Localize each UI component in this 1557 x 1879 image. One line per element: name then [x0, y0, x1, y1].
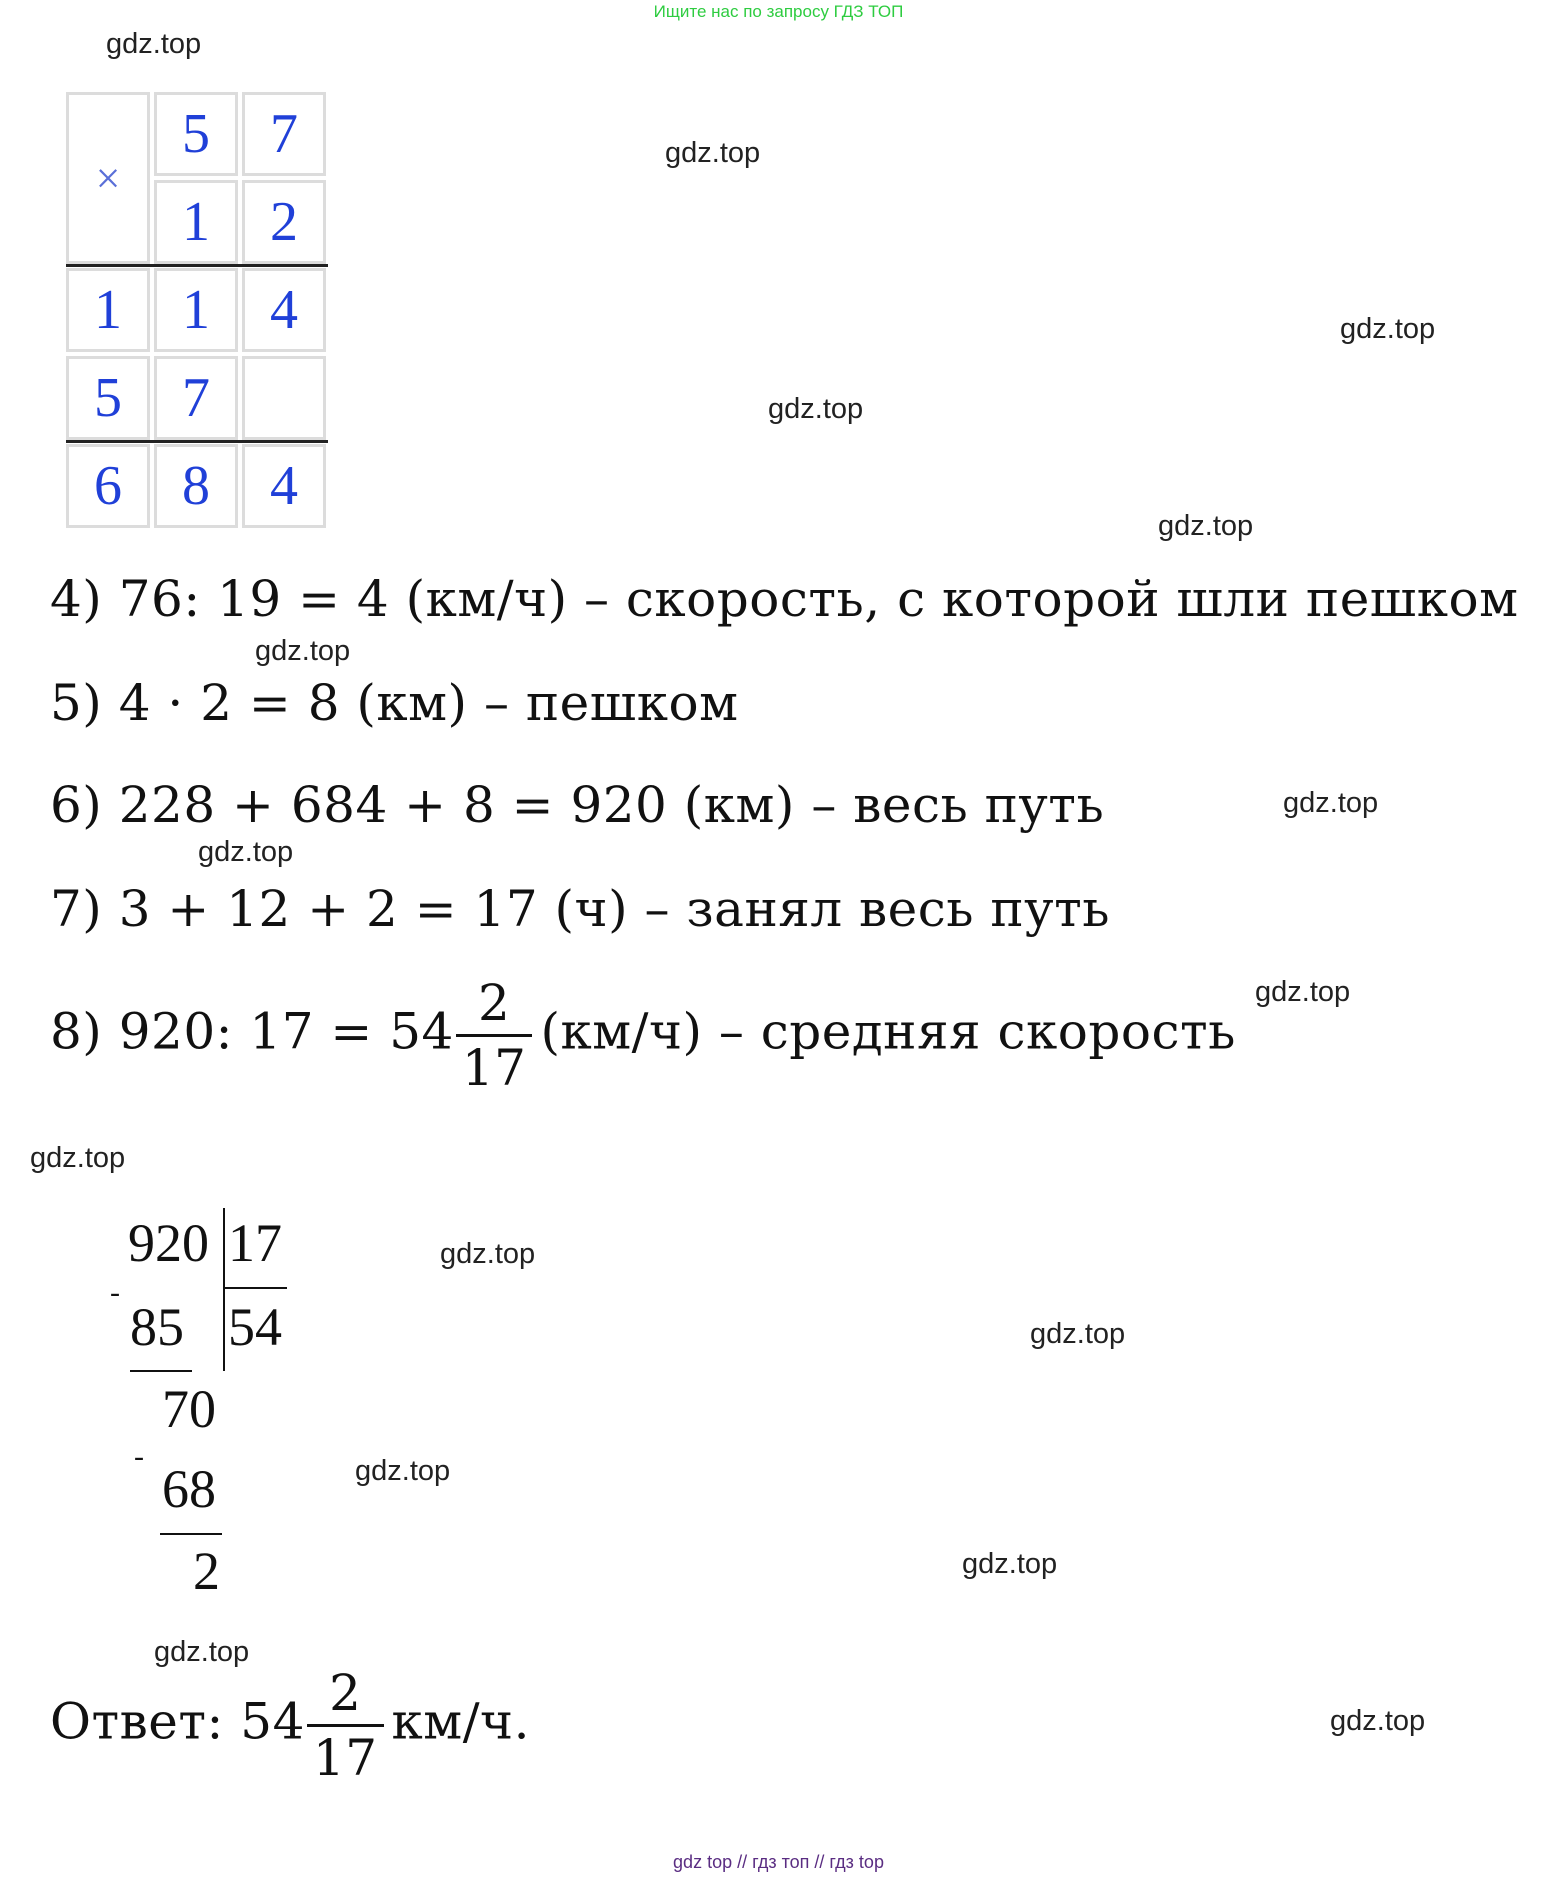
- grid-cell: 6: [66, 444, 150, 528]
- grid-cell: [242, 356, 326, 440]
- grid-cell: 4: [242, 268, 326, 352]
- step-8-suffix: (км/ч) – средняя скорость: [540, 1002, 1236, 1061]
- grid-cell: 2: [242, 180, 326, 264]
- step-6: 6) 228 + 684 + 8 = 920 (км) – весь путь: [50, 776, 1105, 834]
- times-sign-cell: [66, 92, 150, 264]
- subtrahend-2: 68: [162, 1459, 216, 1519]
- footer-links: gdz top // гдз топ // гдз top: [673, 1852, 884, 1872]
- answer-prefix: Ответ: 54: [50, 1692, 305, 1751]
- watermark: gdz.top: [1255, 976, 1351, 1008]
- grid-cell: 7: [154, 356, 238, 440]
- watermark: gdz.top: [355, 1455, 451, 1487]
- watermark: gdz.top: [1283, 787, 1379, 819]
- remainder-final: 2: [193, 1541, 220, 1601]
- answer: [50, 1664, 530, 1787]
- grid-cell: 5: [66, 356, 150, 440]
- times-sign: ×: [95, 153, 121, 203]
- grid-rule: [66, 264, 328, 267]
- fraction-numerator: 2: [477, 974, 511, 1032]
- search-note: Ищите нас по запросу ГДЗ ТОП: [653, 2, 904, 21]
- watermark: gdz.top: [106, 28, 202, 60]
- grid-cell: 1: [154, 268, 238, 352]
- fraction: [307, 1664, 384, 1787]
- divisor: 17: [228, 1213, 282, 1273]
- division-divisor-line: [223, 1287, 287, 1289]
- watermark: gdz.top: [962, 1548, 1058, 1580]
- answer-suffix: км/ч.: [391, 1692, 530, 1751]
- watermark: gdz.top: [440, 1238, 536, 1270]
- watermark: gdz.top: [665, 137, 761, 169]
- watermark: gdz.top: [1030, 1318, 1126, 1350]
- grid-cell: 8: [154, 444, 238, 528]
- watermark: gdz.top: [154, 1636, 250, 1668]
- subtrahend-1: 85: [130, 1297, 184, 1357]
- step-7: 7) 3 + 12 + 2 = 17 (ч) – занял весь путь: [50, 880, 1110, 938]
- grid-rule: [66, 440, 328, 443]
- quotient: 54: [228, 1297, 282, 1357]
- step-4: 4) 76: 19 = 4 (км/ч) – скорость, с которой шли пешком: [50, 570, 1519, 628]
- grid-cell: 1: [66, 268, 150, 352]
- fraction: [456, 974, 533, 1097]
- watermark: gdz.top: [1158, 510, 1254, 542]
- division-vertical-line: [223, 1208, 225, 1371]
- grid-cell: 1: [154, 180, 238, 264]
- step-8-prefix: 8) 920: 17 = 54: [50, 1002, 454, 1061]
- dividend: 920: [128, 1213, 209, 1273]
- watermark: gdz.top: [1340, 313, 1436, 345]
- fraction-numerator: 2: [329, 1664, 362, 1722]
- fraction-denominator: 17: [307, 1724, 384, 1783]
- watermark: gdz.top: [255, 635, 351, 667]
- grid-cell: 7: [242, 92, 326, 176]
- watermark: gdz.top: [1330, 1705, 1426, 1737]
- minus-sign: -: [110, 1276, 120, 1309]
- step-8: [50, 974, 1236, 1097]
- minus-sign: -: [134, 1440, 144, 1473]
- grid-cell: 4: [242, 444, 326, 528]
- watermark: gdz.top: [30, 1142, 126, 1174]
- watermark: gdz.top: [768, 393, 864, 425]
- step-5: 5) 4 · 2 = 8 (км) – пешком: [50, 674, 739, 732]
- fraction-denominator: 17: [456, 1034, 533, 1093]
- subtraction-line: [130, 1370, 192, 1372]
- watermark: gdz.top: [198, 836, 294, 868]
- grid-cell: 5: [154, 92, 238, 176]
- remainder-1: 70: [162, 1379, 216, 1439]
- subtraction-line: [160, 1533, 222, 1535]
